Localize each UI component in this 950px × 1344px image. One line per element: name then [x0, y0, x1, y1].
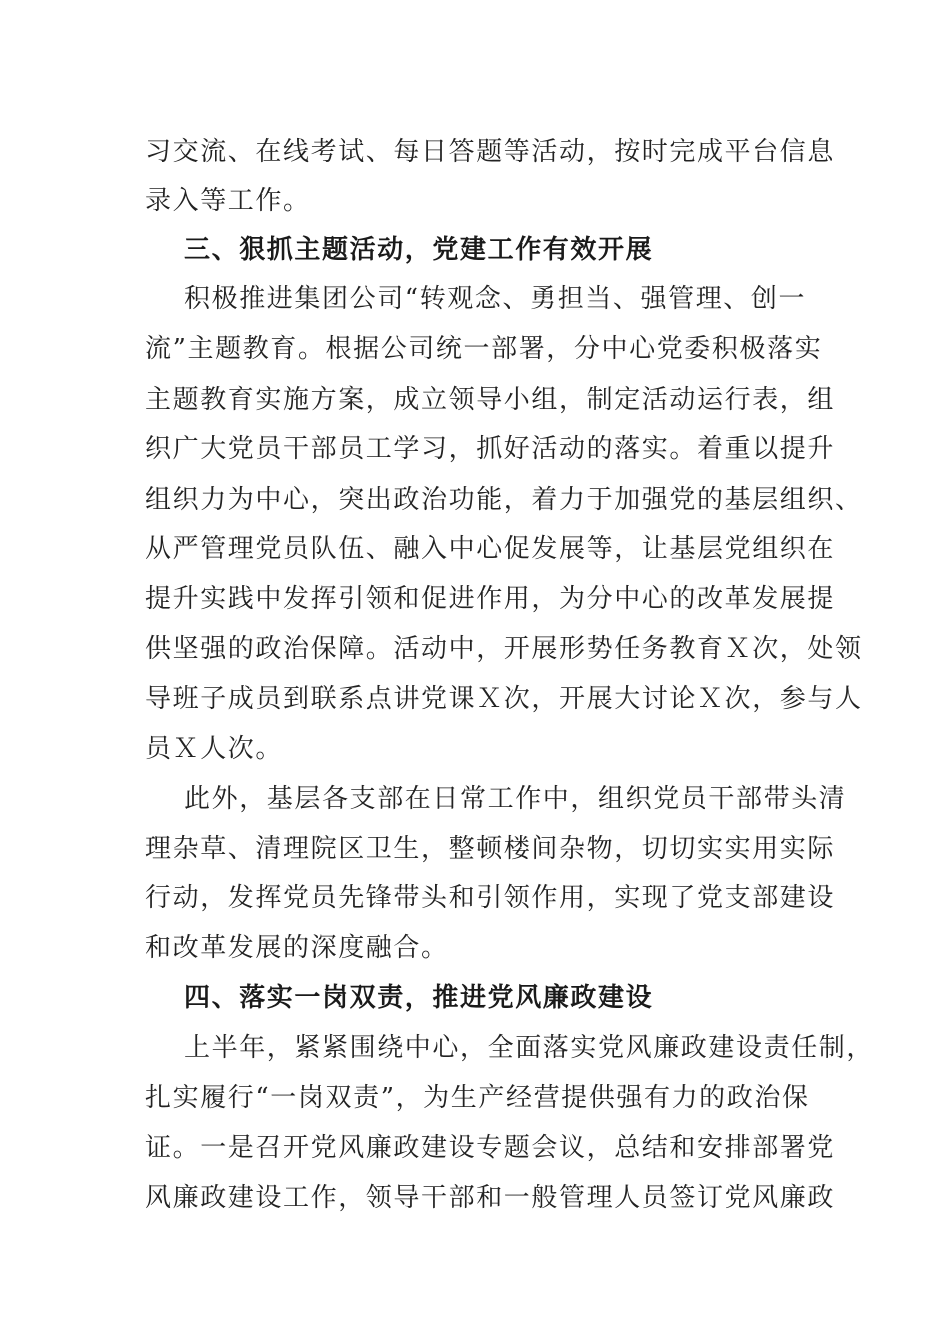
body-text-line: 员Ｘ人次。 [145, 734, 284, 764]
paragraph-first-line: 此外，基层各支部在日常工作中，组织党员干部带头清 [184, 784, 847, 814]
body-text-line: 提升实践中发挥引领和促进作用，为分中心的改革发展提 [145, 584, 836, 614]
body-text-line: 流”主题教育。根据公司统一部署，分中心党委积极落实 [145, 334, 823, 364]
body-text-line: 主题教育实施方案，成立领导小组，制定活动运行表，组 [145, 385, 836, 415]
body-text-line: 组织力为中心，突出政治功能，着力于加强党的基层组织、 [145, 485, 863, 515]
body-text-line: 从严管理党员队伍、融入中心促发展等，让基层党组织在 [145, 534, 836, 564]
body-text-line: 理杂草、清理院区卫生，整顿楼间杂物，切切实实用实际 [145, 834, 836, 864]
body-text-line: 供坚强的政治保障。活动中，开展形势任务教育Ｘ次，处领 [145, 634, 863, 664]
body-text-line: 织广大党员干部员工学习，抓好活动的落实。着重以提升 [145, 434, 836, 464]
body-text-line: 扎实履行“一岗双责”，为生产经营提供强有力的政治保 [145, 1083, 810, 1113]
body-text-line: 行动，发挥党员先锋带头和引领作用，实现了党支部建设 [145, 883, 836, 913]
body-text-line: 导班子成员到联系点讲党课Ｘ次，开展大讨论Ｘ次，参与人 [145, 684, 863, 714]
paragraph-first-line: 上半年，紧紧围绕中心，全面落实党风廉政建设责任制， [184, 1033, 875, 1063]
body-text-line: 习交流、在线考试、每日答题等活动，按时完成平台信息 [145, 137, 836, 167]
body-text-line: 和改革发展的深度融合。 [145, 933, 449, 963]
body-text-line: 风廉政建设工作，领导干部和一般管理人员签订党风廉政 [145, 1183, 836, 1213]
paragraph-first-line: 积极推进集团公司“转观念、勇担当、强管理、创一 [184, 284, 807, 314]
body-text-line: 证。一是召开党风廉政建设专题会议，总结和安排部署党 [145, 1133, 836, 1163]
body-text-line: 录入等工作。 [145, 186, 311, 216]
section-heading-4: 四、落实一岗双责，推进党风廉政建设 [184, 983, 654, 1013]
section-heading-3: 三、狠抓主题活动，党建工作有效开展 [184, 235, 654, 265]
